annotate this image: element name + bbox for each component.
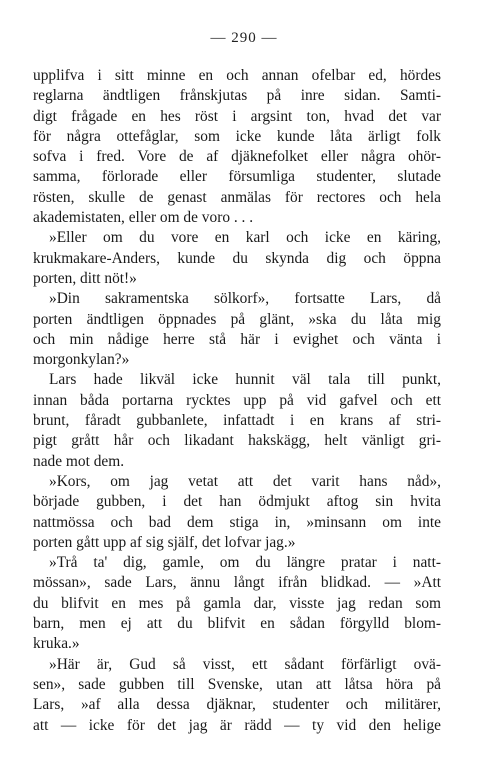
text-line: började gubben, i det han ödmjukt aftog sin hvita <box>33 493 441 511</box>
text-line: »Här är, Gud så visst, ett sådant förfärligt ovä- <box>49 655 441 673</box>
text-line: upplifva i sitt minne en och annan ofelbar ed, hördes <box>33 67 441 84</box>
text-line: sen», sade gubben till Svenske, utan att låtsa höra på <box>33 675 441 693</box>
text-line: pigt grått hår och likadant hakskägg, helt vänligt gri- <box>33 432 441 450</box>
text-line: Lars, »af alla dessa djäknar, studenter och militärer, <box>33 696 441 714</box>
text-line: mössan», sade Lars, ännu långt ifrån blidkad. — »Att <box>33 574 441 592</box>
text-line: sofva i fred. Vore de af djäknefolket eller några ohör- <box>33 148 441 166</box>
text-line: att — icke för det jag är rädd — ty vid den helige <box>33 716 441 734</box>
text-line: porten ändtligen öppnades på glänt, »ska du låta mig <box>33 310 441 328</box>
text-line: »Trå ta' dig, gamle, om du längre pratar i natt- <box>49 554 441 572</box>
text-line: nade mot dem. <box>33 452 125 470</box>
text-line: krukmakare-Anders, kunde du skynda dig och öppna <box>33 249 441 267</box>
text-line: akademistaten, eller om de voro . . . <box>33 209 254 227</box>
text-line: porten gått upp af sig själf, det lofvar jag.» <box>33 533 296 551</box>
text-line: samma, förlorade eller försumliga studenter, slutade <box>33 168 441 186</box>
text-line: kruka.» <box>33 635 80 653</box>
text-line: innan båda portarna rycktes upp på vid gafvel och ett <box>33 391 441 409</box>
body-text <box>33 66 441 736</box>
text-line: för några ottefåglar, som icke kunde låta ärligt folk <box>33 127 441 145</box>
text-line: barn, men ej att du blifvit en sådan förgylld blom- <box>33 615 441 633</box>
text-line: digt frågade en hes röst i argsint ton, hvad det var <box>33 107 441 125</box>
page-number: — 290 — <box>210 30 278 46</box>
text-line: brunt, fåradt gubbanlete, infattadt i en krans af stri- <box>33 412 441 430</box>
text-line: nattmössa och bad dem stiga in, »minsann om inte <box>33 513 441 531</box>
text-line: Lars hade likväl icke hunnit väl tala till punkt, <box>49 371 441 389</box>
text-line: morgonkylan?» <box>33 351 130 369</box>
text-line: reglarna ändtligen frånskjutas på inre sidan. Samti- <box>33 87 441 105</box>
text-line: »Kors, om jag vetat att det varit hans nåd», <box>49 472 441 490</box>
text-line: »Eller om du vore en karl och icke en käring, <box>49 229 441 247</box>
text-line: och min nådige herre stå här i evighet och vänta i <box>33 330 441 348</box>
text-line: rösten, skulle de genast anmälas för rectores och hela <box>33 188 441 206</box>
text-line: »Din sakramentska sölkorf», fortsatte Lars, då <box>49 290 441 308</box>
text-line: du blifvit en mes på gamla dar, visste jag redan som <box>33 594 441 612</box>
text-line: porten, ditt nöt!» <box>33 269 137 287</box>
